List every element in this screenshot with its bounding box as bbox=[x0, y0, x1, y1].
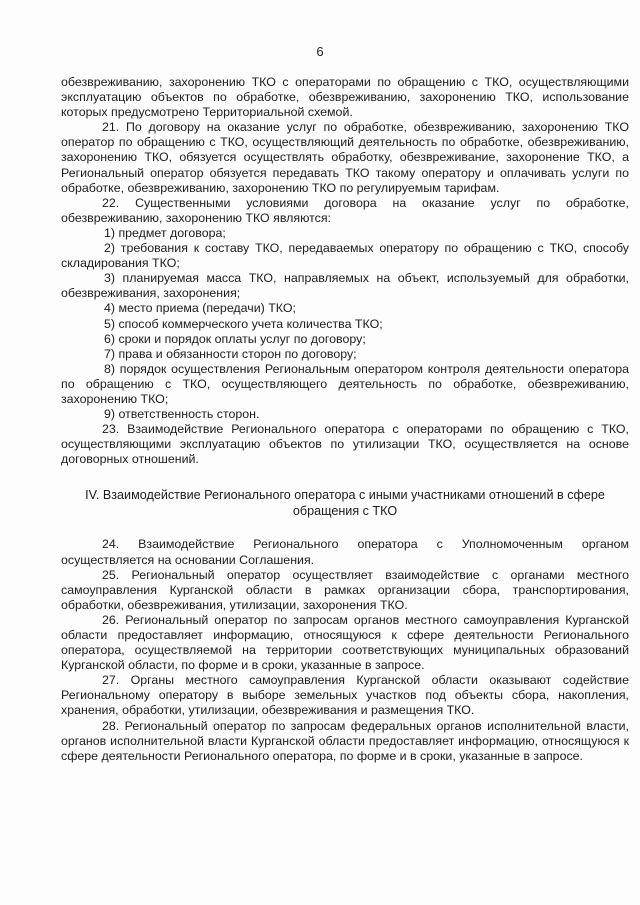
paragraph-25: 25. Региональный оператор осуществляет взаимодействие с органами местного самоуправления Курганской области в рамках организации сбора, транспортирования, обработки, обезвреживания, утилизации, захоронения ТКО. bbox=[61, 567, 629, 612]
page-number: 6 bbox=[316, 44, 324, 59]
condition-item-4: 4) место приема (передачи) ТКО; bbox=[104, 301, 296, 316]
paragraph-27: 27. Органы местного самоуправления Курганской области оказывают содействие Региональному оператору в выборе земельных участков под объекты сбора, накопления, хранения, обработки, утилизации, обезвреживания и размещения ТКО. bbox=[61, 673, 629, 718]
condition-item-9: 9) ответственность сторон. bbox=[104, 407, 260, 422]
condition-item-1: 1) предмет договора; bbox=[104, 225, 226, 240]
condition-item-5: 5) способ коммерческого учета количества ТКО; bbox=[104, 316, 383, 331]
condition-item-3: 3) планируемая масса ТКО, направляемых на объект, используемый для обработки, обезвреживания, захоронения; bbox=[61, 271, 629, 301]
document-body bbox=[61, 75, 629, 764]
paragraph-28: 28. Региональный оператор по запросам федеральных органов исполнительной власти, органов исполнительной власти Курганской области предоставляет информацию, относящуюся к сфере деятельности Регионального оператора, по форме и в сроки, указанные в запросе. bbox=[61, 718, 629, 763]
condition-item-7: 7) права и обязанности сторон по договору; bbox=[104, 346, 357, 361]
condition-item-6: 6) сроки и порядок оплаты услуг по договору; bbox=[104, 331, 366, 346]
condition-item-2: 2) требования к составу ТКО, передаваемых оператору по обращению с ТКО, способу складирования ТКО; bbox=[61, 241, 629, 271]
paragraph-continued: обезвреживанию, захоронению ТКО с операторами по обращению с ТКО, осуществляющими эксплуатацию объектов по обработке, обезвреживанию, захоронению ТКО, использование которых предусмотрено Территориальной схемой. bbox=[61, 75, 629, 120]
paragraph-21: 21. По договору на оказание услуг по обработке, обезвреживанию, захоронению ТКО оператор по обращению с ТКО, осуществляющий деятельность по обработке, обезвреживанию, захоронению ТКО, обязуется осуществлять обработку, обезвреживание, захоронение ТКО, а Региональный оператор обязуется передавать ТКО такому оператору и оплачивать услуги по обработке, обезвреживанию, захоронению ТКО по регулируемым тарифам. bbox=[61, 120, 629, 195]
paragraph-24: 24. Взаимодействие Регионального оператора с Уполномоченным органом осуществляется на основании Соглашения. bbox=[61, 537, 629, 567]
paragraph-22: 22. Существенными условиями договора на оказание услуг по обработке, обезвреживанию, захоронению ТКО являются: bbox=[61, 195, 629, 225]
paragraph-23: 23. Взаимодействие Регионального оператора с операторами по обращению с ТКО, осуществляющими эксплуатацию объектов по утилизации ТКО, осуществляется на основе договорных отношений. bbox=[61, 422, 629, 467]
condition-item-8: 8) порядок осуществления Региональным оператором контроля деятельности оператора по обращению с ТКО, осуществляющего деятельность по обработке, обезвреживанию, захоронению ТКО; bbox=[61, 361, 629, 406]
section-heading: IV. Взаимодействие Регионального оператора с иными участниками отношений в сфере обращения с ТКО bbox=[85, 488, 605, 519]
paragraph-26: 26. Региональный оператор по запросам органов местного самоуправления Курганской области предоставляет информацию, относящуюся к сфере деятельности Регионального оператора, осуществляемой на территории соответствующих муниципальных образований Курганской области, по форме и в сроки, указанные в запросе. bbox=[61, 612, 629, 673]
